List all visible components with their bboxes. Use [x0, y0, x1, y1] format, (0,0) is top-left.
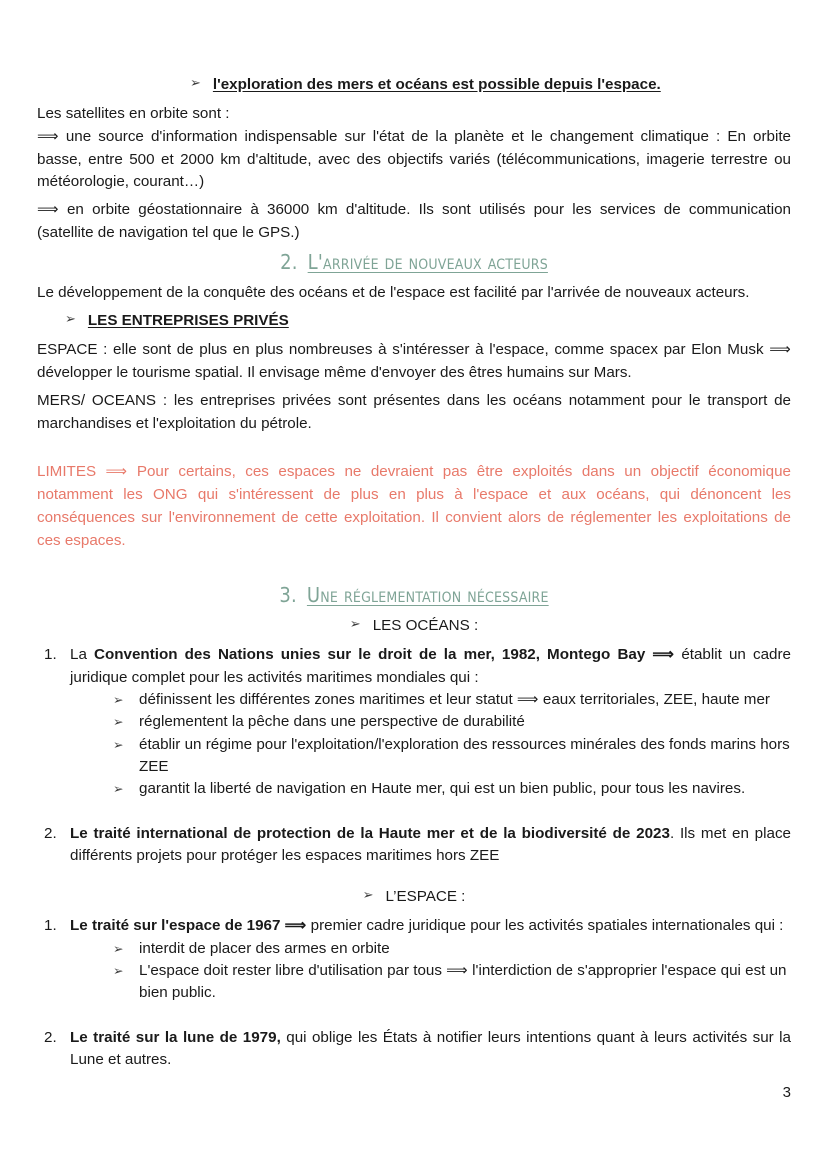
document-body: [37, 74, 791, 1071]
list-item: [37, 644, 791, 800]
arrow-bullet-icon: ➢: [113, 940, 124, 956]
paragraph-mers-oceans: MERS/ OCEANS : les entreprises privées sont présentes dans les océans notamment pour le transport de marchandises et l'exploitation du pétrole.: [37, 392, 791, 432]
oceans-numbered-list: [37, 644, 791, 867]
paragraph-limites: LIMITES ⟹ Pour certains, ces espaces ne devraient pas être exploités dans un objectif économique notamment les ONG qui s'intéressent de plus en plus à l'espace et aux océans, qui dénoncent les conséquences sur l'environnement de cette exploitation. Il convient alors de réglementer les exploitations de ces espaces.: [37, 462, 791, 550]
list-item: [37, 1027, 791, 1072]
list-item-marker: 2.: [44, 824, 57, 842]
sub-bullet-text: définissent les différentes zones maritimes et leur statut ⟹ eaux territoriales, ZEE, haute mer: [139, 690, 770, 708]
section-heading-2: [37, 250, 791, 274]
section-heading-3: [37, 583, 791, 607]
sub-bullet-text: L'espace doit rester libre d'utilisation par tous ⟹ l'interdiction de s'approprier l'espace qui est un bien public.: [139, 962, 787, 1002]
paragraph-orbit-geo: ⟹ en orbite géostationnaire à 36000 km d'altitude. Ils sont utilisés pour les services de communication (satellite de navigation tel que le GPS.): [37, 201, 791, 241]
arrow-bullet-icon: ➢: [190, 76, 201, 91]
list-item: [37, 915, 791, 1004]
paragraph-section2-intro: Le développement de la conquête des océans et de l'espace est facilité par l'arrivée de nouveaux acteurs.: [37, 284, 750, 302]
heading-exploration: [37, 74, 791, 96]
sub-bullet-list: [70, 689, 791, 801]
heading-l-espace: [37, 886, 791, 908]
sub-bullet-text: garantit la liberté de navigation en Haute mer, qui est un bien public, pour tous les navires.: [139, 780, 746, 798]
list-item-emphasis: Le traité sur la lune de 1979,: [70, 1028, 281, 1046]
list-item-text: qui oblige les États à notifier leurs intentions quant à leurs activités sur la Lune et autres.: [70, 1028, 791, 1069]
sub-bullet-text: établir un régime pour l'exploitation/l'exploration des ressources minérales des fonds marins hors ZEE: [139, 735, 790, 775]
list-item-text: . Ils met en place différents projets pour protéger les espaces maritimes hors ZEE: [70, 824, 791, 864]
spacer: [37, 1005, 791, 1027]
sub-bullet-item: [113, 689, 791, 711]
sub-bullet-text: interdit de placer des armes en orbite: [139, 939, 390, 957]
page-number: 3: [782, 1084, 791, 1101]
list-item-marker: 1.: [44, 917, 57, 935]
paragraph-espace: ESPACE : elle sont de plus en plus nombreuses à s'intéresser à l'espace, comme spacex par Elon Musk ⟹ développer le tourisme spatial. Il envisage même d'envoyer des êtres humains sur Mars.: [37, 341, 791, 381]
sub-bullet-list: [70, 938, 791, 1005]
list-item-text: établit un cadre juridique complet pour les activités maritimes mondiales qui :: [70, 646, 791, 686]
section-heading-3-title: Une réglementation nécessaire: [306, 583, 549, 608]
heading-exploration-label: l'exploration des mers et océans est possible depuis l'espace.: [212, 76, 661, 93]
espace-numbered-list: [37, 915, 791, 1071]
sub-bullet-item: [113, 734, 791, 779]
arrow-bullet-icon: ➢: [113, 781, 124, 797]
arrow-bullet-icon: ➢: [113, 691, 124, 707]
arrow-bullet-icon: ➢: [113, 736, 124, 752]
section-heading-3-number: 3.: [279, 583, 297, 608]
heading-les-oceans-label: LES OCÉANS :: [372, 617, 479, 635]
spacer: [37, 552, 791, 579]
sub-bullet-item: [113, 778, 791, 800]
heading-l-espace-label: L’ESPACE :: [385, 888, 466, 906]
spacer: [37, 441, 791, 460]
section-heading-2-number: 2.: [280, 250, 298, 275]
sub-bullet-item: [113, 711, 791, 733]
list-item-emphasis: Le traité sur l'espace de 1967 ⟹: [70, 917, 307, 935]
sub-bullet-item: [113, 938, 791, 960]
list-item-marker: 2.: [44, 1028, 57, 1046]
sub-bullet-item: [113, 960, 791, 1005]
list-item-text: premier cadre juridique pour les activités spatiales internationales qui :: [306, 917, 784, 935]
list-item: [37, 823, 791, 868]
arrow-bullet-icon: ➢: [113, 714, 124, 730]
list-item-emphasis: Le traité international de protection de la Haute mer et de la biodiversité de 2023: [70, 824, 670, 842]
list-item-marker: 1.: [44, 646, 57, 664]
sub-bullet-text: réglementent la pêche dans une perspective de durabilité: [139, 713, 525, 731]
spacer: [37, 867, 791, 886]
arrow-bullet-icon: ➢: [65, 312, 76, 328]
spacer: [37, 801, 791, 823]
arrow-bullet-icon: ➢: [349, 617, 361, 633]
arrow-bullet-icon: ➢: [113, 963, 124, 979]
heading-entreprises-label: LES ENTREPRISES PRIVÉS: [87, 312, 289, 330]
heading-entreprises: [37, 310, 791, 332]
section-heading-2-title: L'arrivée de nouveaux acteurs: [307, 250, 548, 275]
heading-les-oceans: [37, 615, 791, 637]
list-item-lead: La: [70, 646, 95, 664]
paragraph-intro-satellites: Les satellites en orbite sont :: [37, 105, 230, 123]
list-item-emphasis: Convention des Nations unies sur le droit de la mer, 1982, Montego Bay ⟹: [94, 646, 675, 664]
arrow-bullet-icon: ➢: [362, 888, 374, 904]
paragraph-orbit-low: ⟹ une source d'information indispensable sur l'état de la planète et le changement climatique : En orbite basse, entre 500 et 2000 km d'altitude, avec des objectifs variés (télécommunications, imagerie terrestre ou météorologie, courant…): [37, 128, 791, 191]
